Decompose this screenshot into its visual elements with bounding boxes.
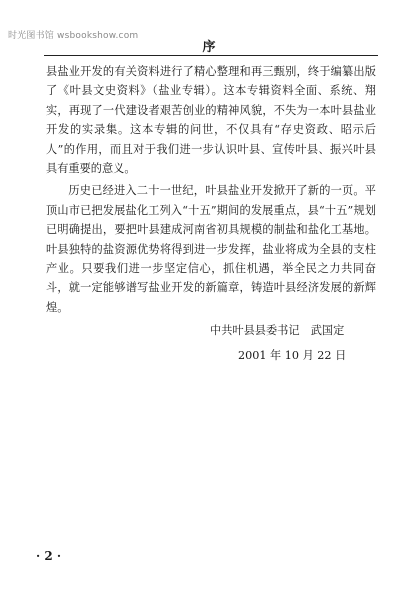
paragraph-1: 县盐业开发的有关资料进行了精心整理和再三甄别，终于编纂出版了《叶县文史资料》（盐业专辑）。这本专辑资料全面、系统、翔实，再现了一代建设者艰苦创业的精神风貌，不失为一本叶县盐业开发的实录集。这本专辑的问世，不仅具有“存史资政、昭示后人”的作用，而且对于我们进一步认识叶县、宣传叶县、振兴叶县具有重要的意义。 — [46, 65, 376, 176]
page-number: · 2 · — [36, 549, 62, 563]
body-text — [46, 62, 376, 317]
signature-author: 中共叶县县委书记 武国定 — [210, 324, 345, 337]
paragraph-2: 历史已经进入二十一世纪，叶县盐业开发掀开了新的一页。平顶山市已把发展盐化工列入“十五”期间的发展重点，县“十五”规划已明确提出，要把叶县建成河南省初具规模的制盐和盐化工基地。叶县独特的盐资源优势将得到进一步发挥，盐业将成为全县的支柱产业。只要我们进一步坚定信心，抓住机遇，举全民之力共同奋斗，就一定能够谱写盐业开发的新篇章，铸造叶县经济发展的新辉煌。 — [46, 184, 376, 314]
watermark: 时光图书馆 wsbookshow.com — [8, 31, 139, 41]
header-rule — [44, 55, 378, 56]
signature-date: 2001 年 10 月 22 日 — [238, 349, 347, 362]
running-head-title: 序 — [202, 40, 218, 55]
